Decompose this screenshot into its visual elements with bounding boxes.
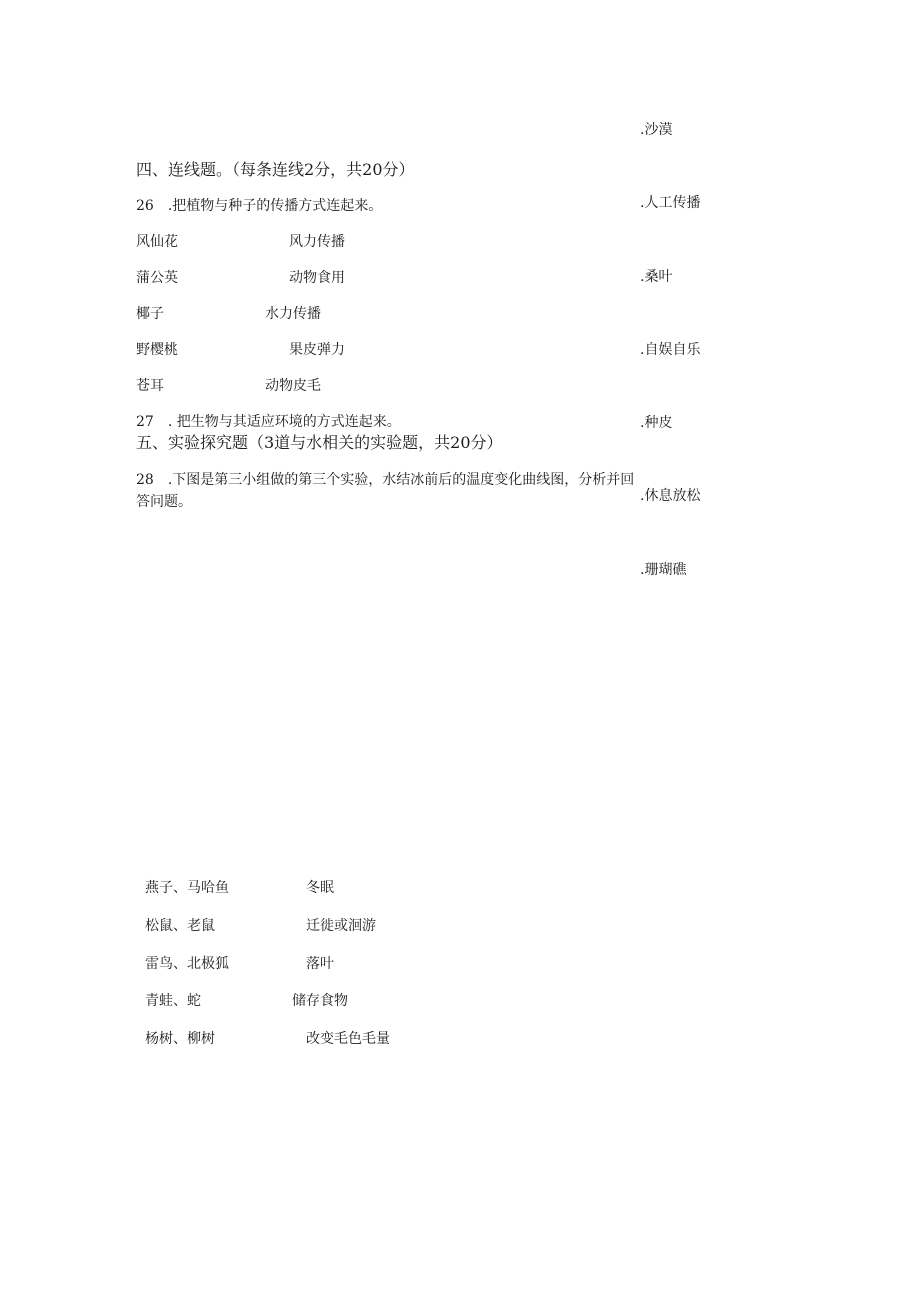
- question-27-text: 27 . 把生物与其适应环境的方式连起来。: [136, 414, 401, 430]
- q26-dispersal-item: 果皮弹力: [289, 342, 345, 358]
- question-26-text: 26 .把植物与种子的传播方式连起来。: [136, 198, 383, 214]
- right-column-item: .种皮: [640, 415, 673, 431]
- q27-organism-item: 杨树、柳树: [145, 1031, 215, 1047]
- q26-dispersal-item: 动物皮毛: [265, 378, 321, 394]
- q26-plant-item: 野樱桃: [136, 342, 178, 358]
- q26-dispersal-item: 风力传播: [289, 234, 345, 250]
- q27-organism-item: 雷鸟、北极狐: [145, 956, 229, 972]
- right-column-item: .珊瑚礁: [640, 562, 687, 578]
- q27-organism-item: 燕子、马哈鱼: [145, 880, 229, 896]
- q26-dispersal-item: 水力传播: [265, 306, 321, 322]
- right-column-item: .桑叶: [640, 269, 673, 285]
- q27-adaptation-item: 储存食物: [292, 993, 348, 1009]
- right-column-item: .休息放松: [640, 488, 701, 504]
- q27-organism-item: 松鼠、老鼠: [145, 918, 215, 934]
- q26-plant-item: 苍耳: [136, 378, 164, 394]
- q27-adaptation-item: 落叶: [306, 956, 334, 972]
- right-column-item: .自娱自乐: [640, 342, 701, 358]
- q26-plant-item: 风仙花: [136, 234, 178, 250]
- q27-adaptation-item: 冬眠: [306, 880, 334, 896]
- section-four-title: 四、连线题。（每条连线2分，共20分）: [136, 160, 415, 179]
- q26-plant-item: 蒲公英: [136, 270, 178, 286]
- section-five-title: 五、实验探究题（3道与水相关的实验题，共20分）: [136, 433, 503, 452]
- q26-dispersal-item: 动物食用: [289, 270, 345, 286]
- q26-plant-item: 椰子: [136, 306, 164, 322]
- q27-organism-item: 青蛙、蛇: [145, 993, 201, 1009]
- right-column-item: .人工传播: [640, 195, 701, 211]
- q27-adaptation-item: 改变毛色毛量: [306, 1031, 390, 1047]
- q27-adaptation-item: 迁徙或洄游: [306, 918, 376, 934]
- question-28-text: 28 .下图是第三小组做的第三个实验，水结冰前后的温度变化曲线图，分析并回答问题。: [136, 472, 635, 510]
- right-column-item: .沙漠: [640, 122, 673, 138]
